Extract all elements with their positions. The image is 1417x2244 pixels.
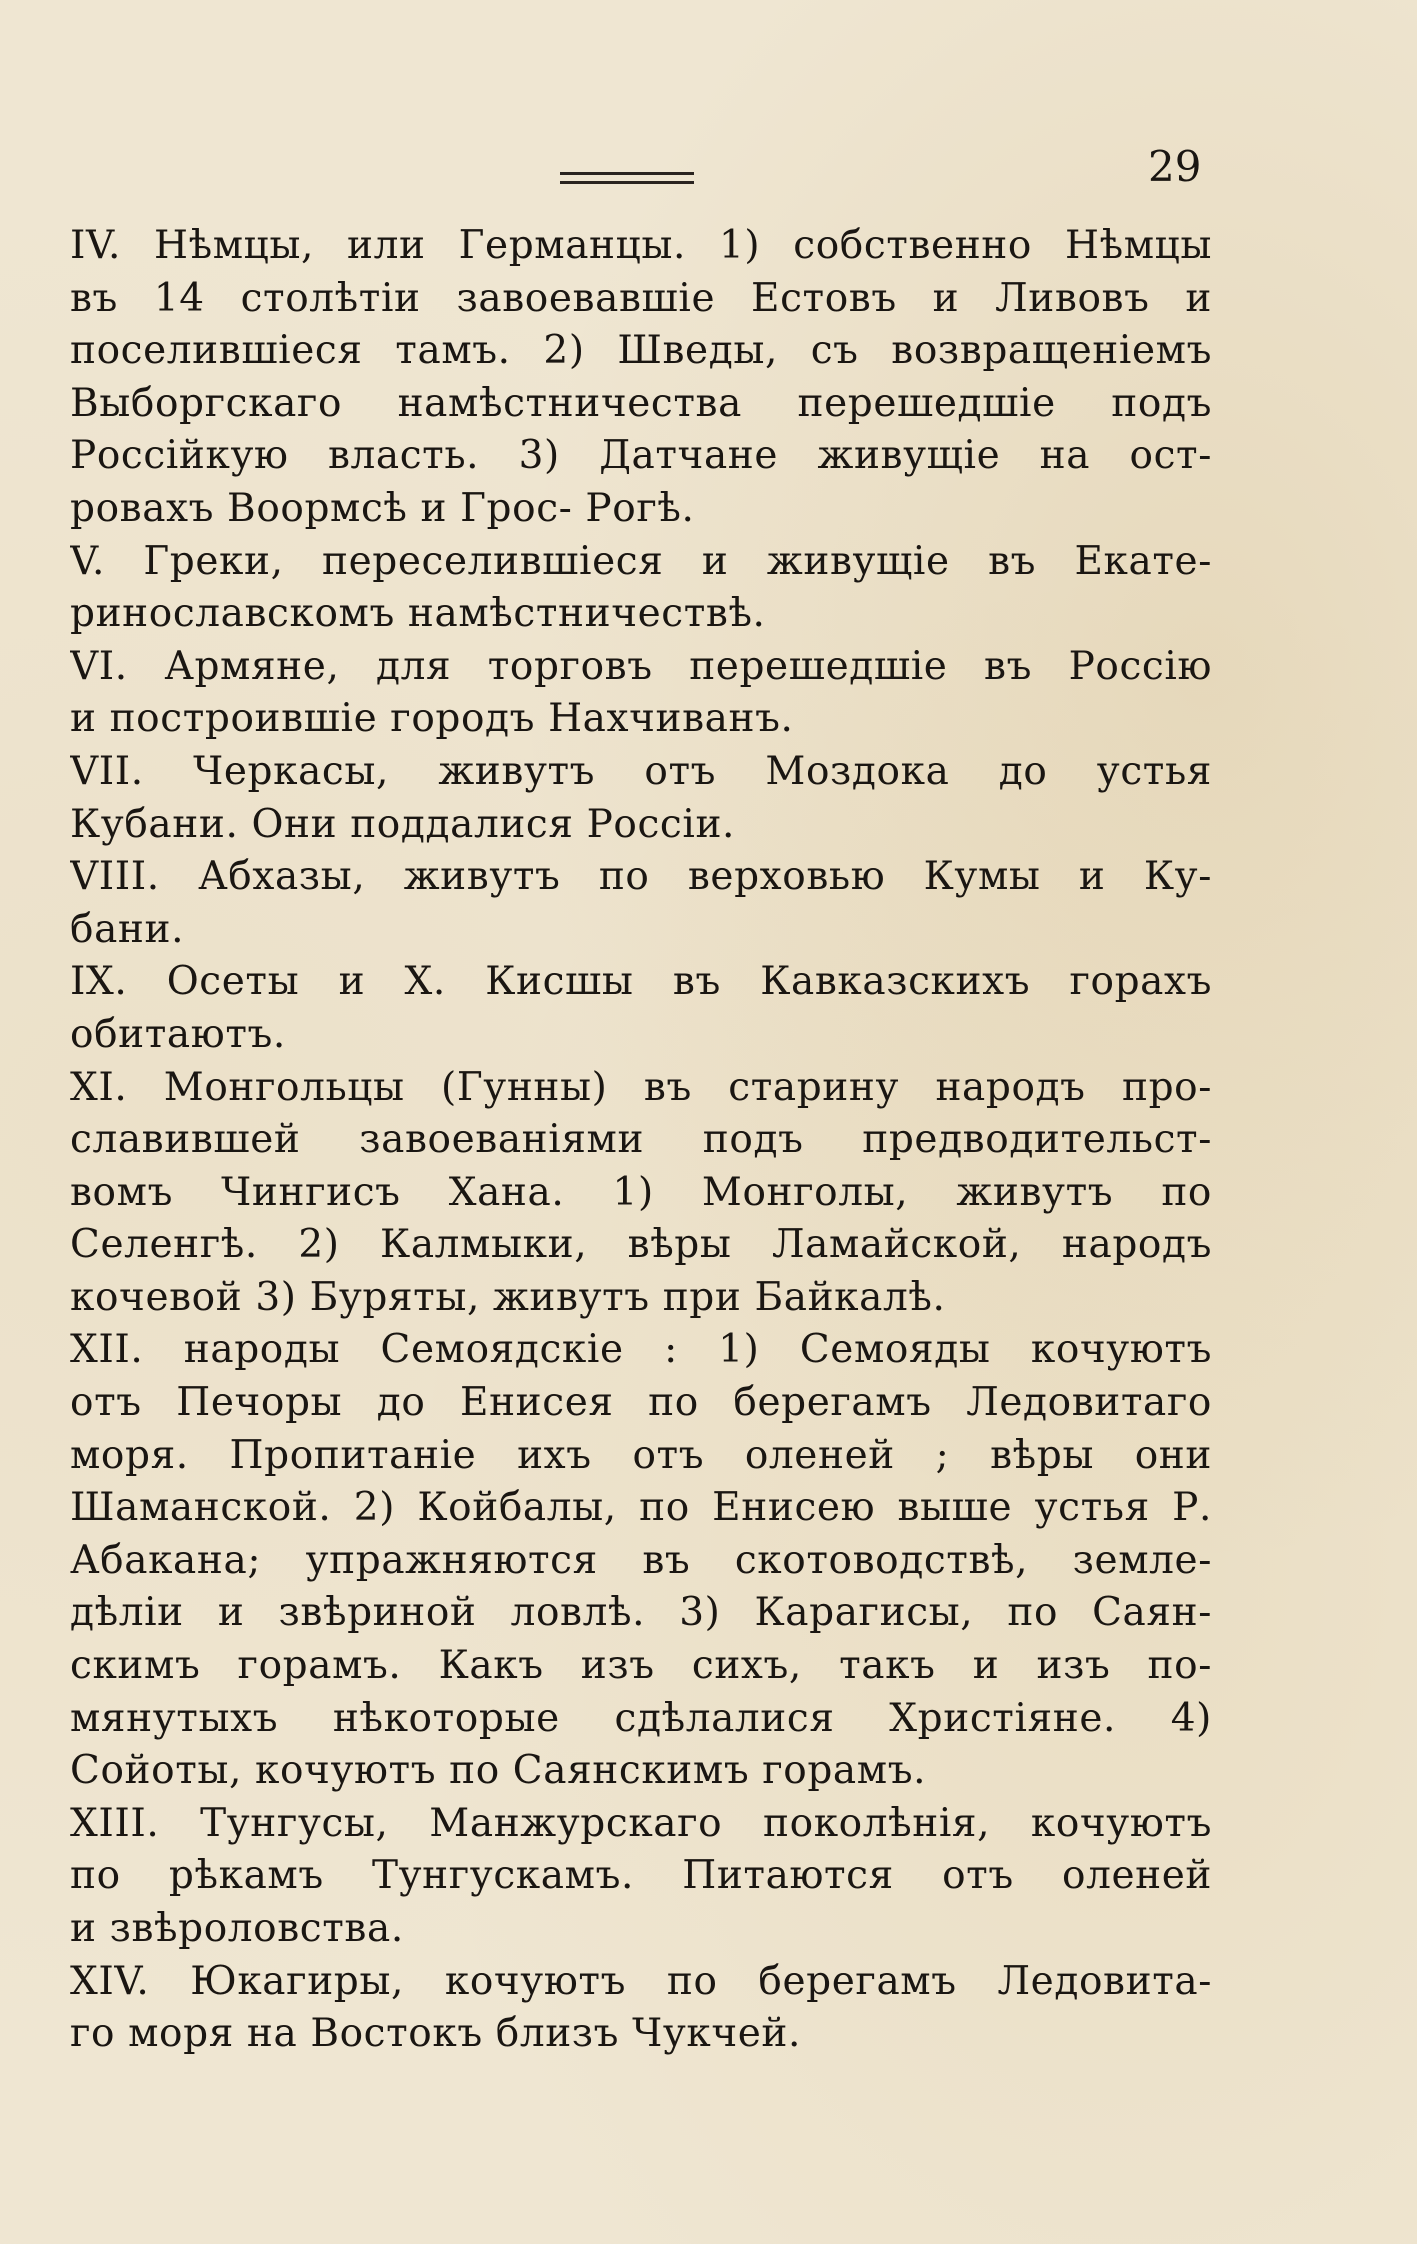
- text-line: IX. Осеты и X. Кисшы въ Кавказскихъ горахъ: [70, 959, 1212, 1005]
- text-line: и звѣроловства.: [70, 1906, 404, 1951]
- text-line: по рѣкамъ Тунгускамъ. Питаются отъ оленей: [70, 1853, 1212, 1899]
- text-line: VII. Черкасы, живутъ отъ Моздока до устья: [70, 748, 1212, 794]
- text-line: Абакана; упражняются въ скотоводствѣ, земле-: [70, 1537, 1212, 1583]
- text-line: бани.: [70, 906, 185, 952]
- text-line: го моря на Востокъ близъ Чукчей.: [70, 2011, 802, 2057]
- text-line: Россiйкую власть. 3) Датчане живущiе на ост-: [70, 433, 1212, 479]
- text-line: Кубани. Они поддалися Россiи.: [70, 801, 736, 847]
- text-line: VI. Армяне, для торговъ перешедшiе въ Россiю: [70, 643, 1212, 689]
- text-line: Селенгѣ. 2) Калмыки, вѣры Ламайской, народъ: [70, 1222, 1212, 1268]
- text-line: V. Греки, переселившiеся и живущiе въ Екате-: [70, 538, 1212, 584]
- text-line: Шаманской. 2) Койбалы, по Енисею выше устья Р.: [70, 1485, 1212, 1531]
- text-line: дѣлiи и звѣриной ловлѣ. 3) Карагисы, по Саян-: [70, 1590, 1212, 1636]
- text-line: поселившiеся тамъ. 2) Шведы, съ возвращенiемъ: [70, 328, 1212, 374]
- text-line: славившей завоеванiями подъ предводительст-: [70, 1117, 1212, 1163]
- text-line: VIII. Абхазы, живутъ по верховью Кумы и Ку-: [70, 854, 1212, 900]
- text-line: XII. народы Семоядскiе : 1) Семояды кочуютъ: [70, 1327, 1212, 1373]
- text-line: отъ Печоры до Енисея по берегамъ Ледовитаго: [70, 1380, 1212, 1426]
- text-line: XIII. Тунгусы, Манжурскаго поколѣнiя, кочуютъ: [70, 1800, 1212, 1846]
- text-line: и построившiе городъ Нахчиванъ.: [70, 696, 794, 742]
- page-number: 29: [1148, 142, 1202, 191]
- text-line: Сойоты, кочуютъ по Саянскимъ горамъ.: [70, 1748, 927, 1794]
- text-line: ровахъ Воормсѣ и Грос- Рогѣ.: [70, 485, 695, 531]
- text-line: вомъ Чингисъ Хана. 1) Монголы, живутъ по: [70, 1169, 1212, 1215]
- text-line: ринославскомъ намѣстничествѣ.: [70, 591, 766, 637]
- text-line: обитаютъ.: [70, 1011, 286, 1057]
- page-text: [70, 220, 1212, 2061]
- text-line: моря. Пропитанiе ихъ отъ оленей ; вѣры они: [70, 1432, 1212, 1478]
- text-line: IV. Нѣмцы, или Германцы. 1) собственно Нѣмцы: [70, 223, 1212, 268]
- text-line: XIV. Юкагиры, кочуютъ по берегамъ Ледовита-: [70, 1958, 1212, 2004]
- text-line: мянутыхъ нѣкоторые сдѣлалися Христiяне. 4): [70, 1695, 1212, 1741]
- text-line: Выборгскаго намѣстничества перешедшiе подъ: [70, 380, 1212, 426]
- header-ornament-rule: [560, 172, 694, 184]
- text-line: кочевой 3) Буряты, живутъ при Байкалѣ.: [70, 1274, 946, 1320]
- text-line: скимъ горамъ. Какъ изъ сихъ, такъ и изъ по-: [70, 1643, 1212, 1689]
- text-line: XI. Монгольцы (Гунны) въ старину народъ про-: [70, 1064, 1212, 1110]
- text-line: въ 14 столѣтiи завоевавшiе Естовъ и Ливовъ и: [70, 275, 1212, 321]
